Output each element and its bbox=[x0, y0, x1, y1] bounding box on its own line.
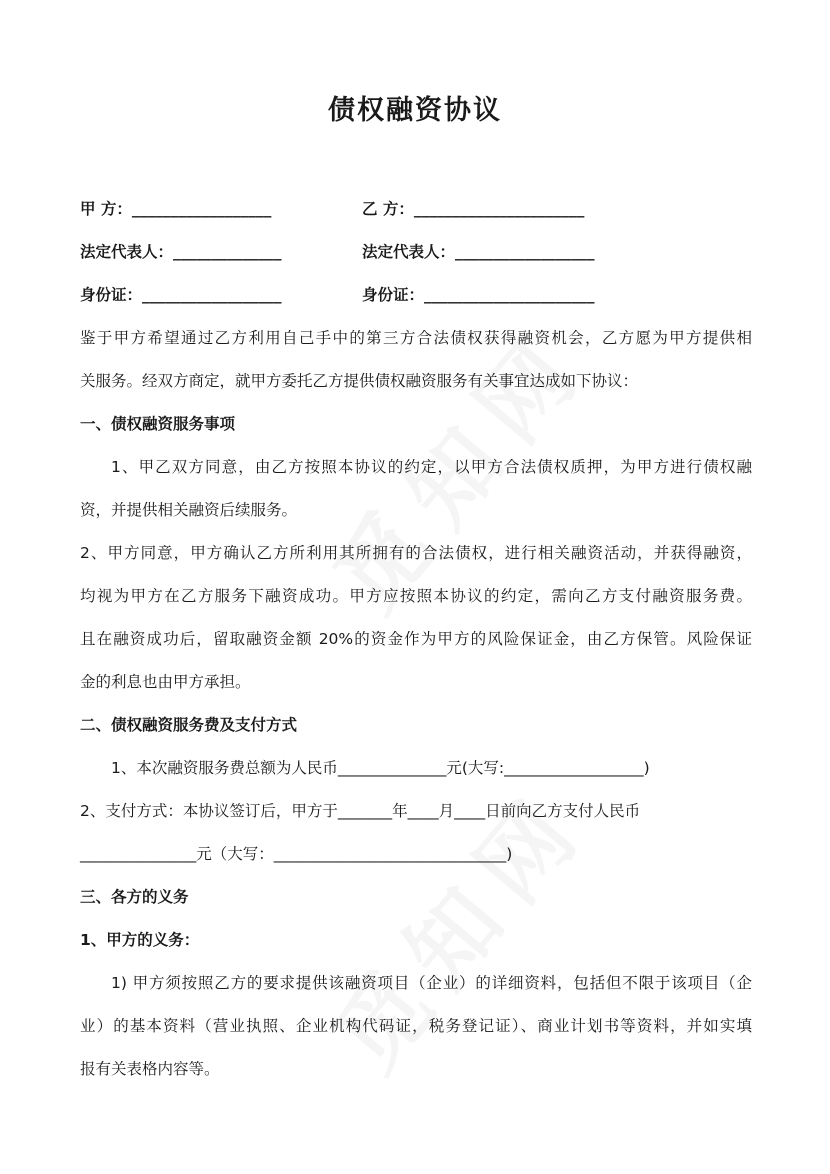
paragraph-line: 2、甲方同意，甲方确认乙方所利用其所拥有的合法债权，进行相关融资活动，并获得融资， bbox=[80, 544, 752, 562]
party-row bbox=[80, 188, 752, 231]
section-heading: 三、各方的义务 bbox=[80, 888, 189, 906]
intro-line: 关服务。经双方商定，就甲方委托乙方提供债权融资服务有关事宜达成如下协议： bbox=[80, 372, 639, 390]
party-row bbox=[80, 231, 752, 274]
paragraph-line: 1) 甲方须按照乙方的要求提供该融资项目（企业）的详细资料，包括但不限于该项目（企 bbox=[111, 974, 752, 992]
document-body bbox=[80, 188, 752, 1091]
party-b-rep-field[interactable]: 法定代表人：__________________ bbox=[362, 243, 595, 261]
paragraph-line: 金的利息也由甲方承担。 bbox=[80, 673, 251, 691]
party-row bbox=[80, 274, 752, 317]
paragraph-line: 且在融资成功后，留取融资金额 20%的资金作为甲方的风险保证金，由乙方保管。风险保证 bbox=[80, 630, 752, 648]
paragraph-line: 1、甲乙双方同意，由乙方按照本协议的约定，以甲方合法债权质押，为甲方进行债权融 bbox=[111, 458, 752, 476]
subsection-heading: 1、甲方的义务： bbox=[80, 931, 200, 949]
intro-line: 鉴于甲方希望通过乙方利用自己手中的第三方合法债权获得融资机会，乙方愿为甲方提供相 bbox=[80, 329, 752, 347]
party-a-id-field[interactable]: 身份证：__________________ bbox=[80, 286, 282, 304]
paragraph-line: 报有关表格内容等。 bbox=[80, 1060, 220, 1078]
paragraph-line: 均视为甲方在乙方服务下融资成功。甲方应按照本协议的约定，需向乙方支付融资服务费。 bbox=[80, 587, 752, 605]
document-title: 债权融资协议 bbox=[328, 95, 502, 126]
payment-line: _______________元（大写：______________________________) bbox=[80, 845, 513, 863]
section-heading: 一、债权融资服务事项 bbox=[80, 415, 236, 433]
paragraph-line: 业）的基本资料（营业执照、企业机构代码证，税务登记证）、商业计划书等资料，并如实填 bbox=[80, 1017, 752, 1035]
party-a-field[interactable]: 甲 方：__________________ bbox=[80, 200, 272, 218]
section-heading: 二、债权融资服务费及支付方式 bbox=[80, 716, 298, 734]
payment-line: 2、支付方式：本协议签订后，甲方于_______年____月____日前向乙方支付人民币 bbox=[80, 802, 641, 820]
party-a-rep-field[interactable]: 法定代表人：______________ bbox=[80, 243, 282, 261]
fee-line: 1、本次融资服务费总额为人民币______________元(大写:__________________) bbox=[111, 759, 650, 777]
party-b-id-field[interactable]: 身份证：______________________ bbox=[362, 286, 595, 304]
paragraph-line: 资，并提供相关融资后续服务。 bbox=[80, 501, 298, 519]
party-b-field[interactable]: 乙 方：______________________ bbox=[362, 200, 585, 218]
